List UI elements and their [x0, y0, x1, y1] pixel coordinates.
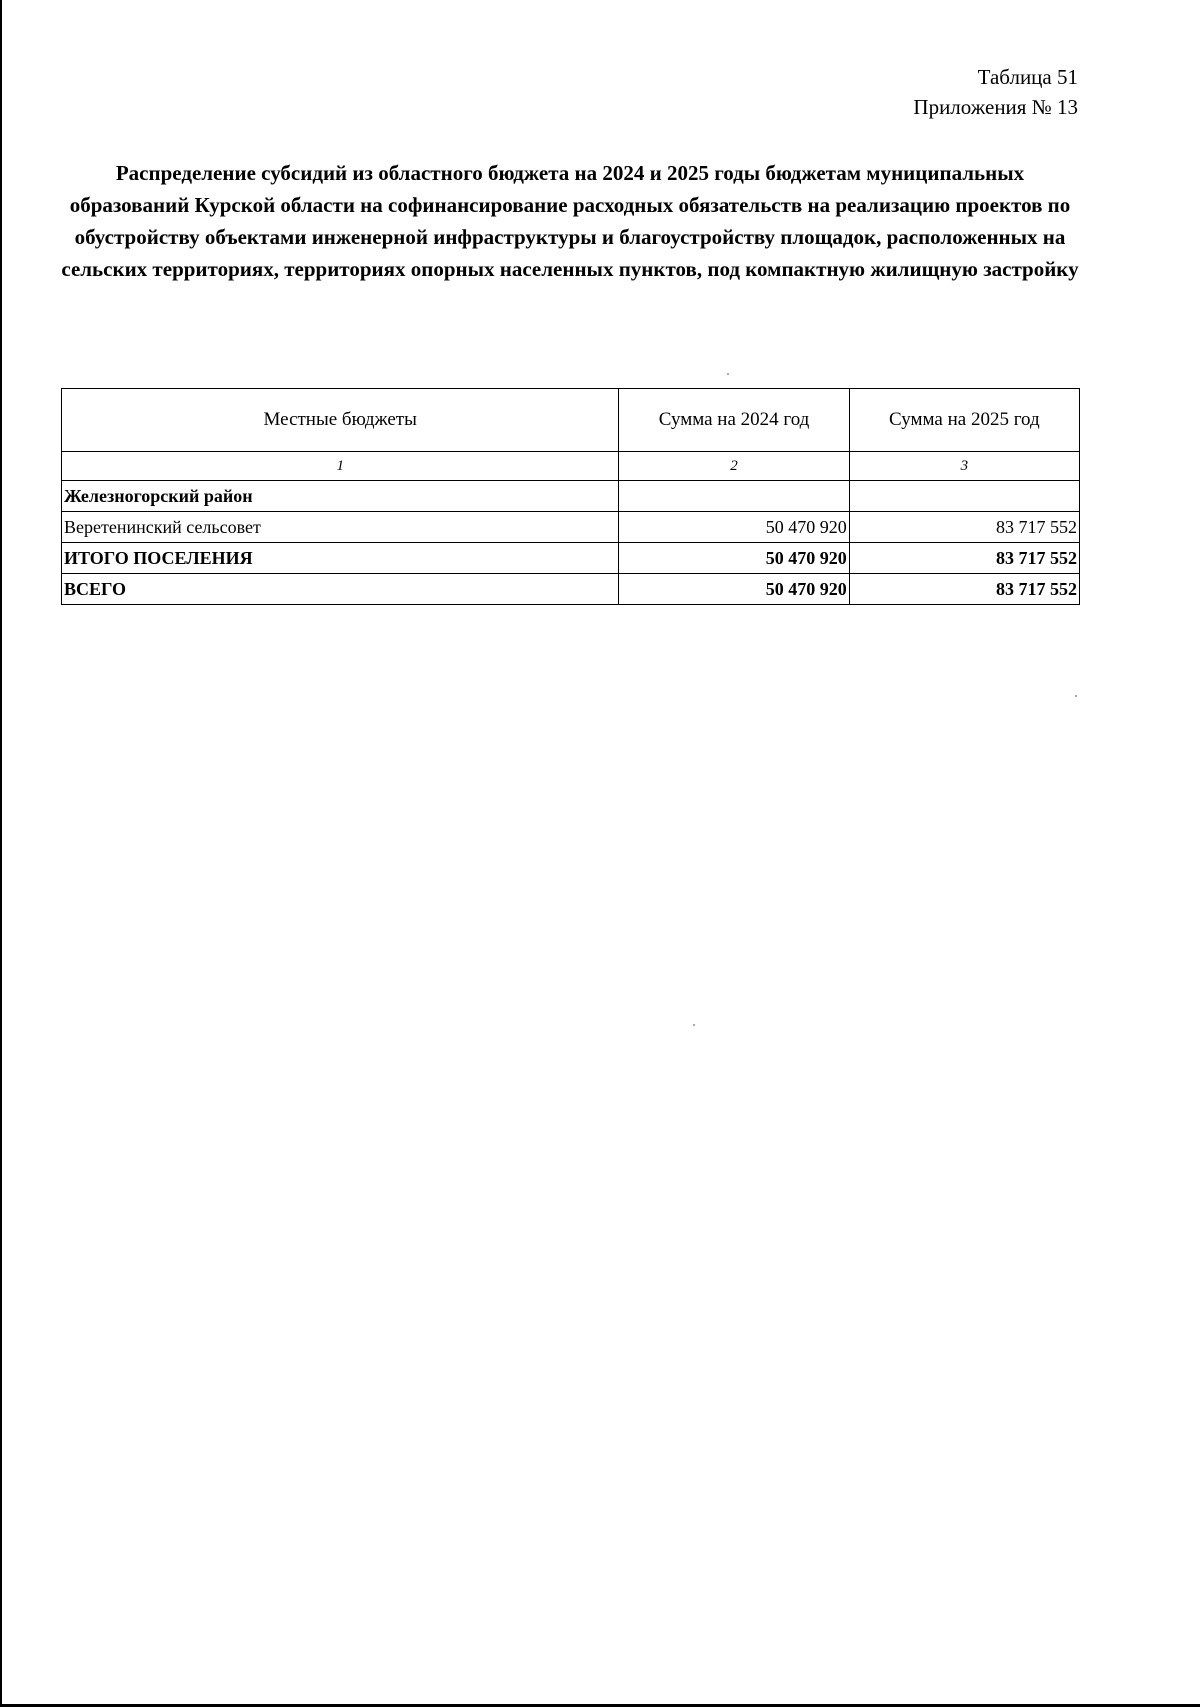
table-row — [62, 574, 1080, 605]
column-header-2024: Сумма на 2024 год — [619, 389, 849, 452]
table-row — [62, 481, 1080, 512]
column-number: 1 — [62, 452, 619, 481]
column-number-row — [62, 452, 1080, 481]
amount-2024 — [619, 481, 849, 512]
column-header-2025: Сумма на 2025 год — [849, 389, 1079, 452]
amount-2024: 50 470 920 — [619, 512, 849, 543]
column-number: 2 — [619, 452, 849, 481]
settlement-name: Веретенинский сельсовет — [62, 512, 619, 543]
subtotal-label: ИТОГО ПОСЕЛЕНИЯ — [62, 543, 619, 574]
total-label: ВСЕГО — [62, 574, 619, 605]
subtotal-2025: 83 717 552 — [849, 543, 1079, 574]
table-header-row — [62, 389, 1080, 452]
column-header-budgets: Местные бюджеты — [62, 389, 619, 452]
document-header — [913, 62, 1078, 122]
scan-speck — [727, 373, 729, 375]
amount-2025: 83 717 552 — [849, 512, 1079, 543]
table-row — [62, 543, 1080, 574]
page-left-border — [0, 0, 2, 1707]
scan-speck — [1075, 695, 1077, 697]
column-number: 3 — [849, 452, 1079, 481]
total-2025: 83 717 552 — [849, 574, 1079, 605]
budget-table — [61, 388, 1080, 605]
district-name: Железногорский район — [62, 481, 619, 512]
scan-speck — [693, 1024, 695, 1026]
document-title: Распределение субсидий из областного бюджета на 2024 и 2025 годы бюджетам муниципальных образований Курской области на софинансирование расходных обязательств на реализацию проектов по обустройству объектами инженерной инфраструктуры и благоустройству площадок, расположенных на сельских территориях, территориях опорных населенных пунктов, под компактную жилищную застройку — [61, 161, 1079, 281]
amount-2025 — [849, 481, 1079, 512]
subtotal-2024: 50 470 920 — [619, 543, 849, 574]
appendix-label: Приложения № 13 — [913, 95, 1078, 119]
table-number: Таблица 51 — [977, 65, 1078, 89]
table-row — [62, 512, 1080, 543]
total-2024: 50 470 920 — [619, 574, 849, 605]
